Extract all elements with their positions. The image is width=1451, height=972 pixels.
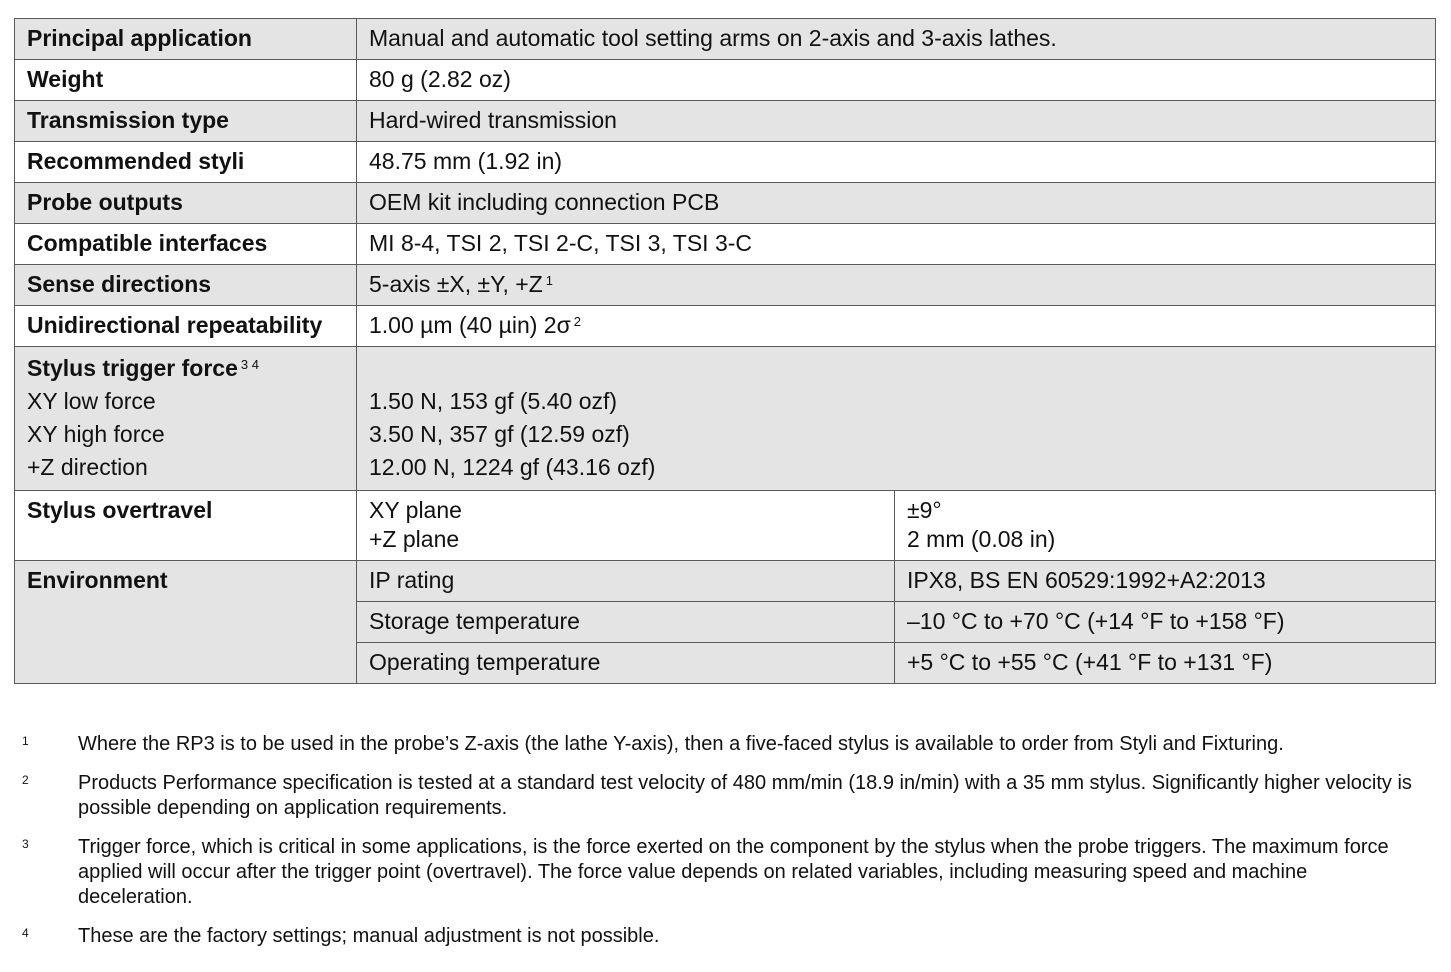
footnote-number: 1: [22, 734, 29, 748]
spec-row-sense-directions: [15, 265, 1436, 306]
footnote: [22, 771, 1422, 821]
footnotes: [22, 732, 1422, 963]
footnote: [22, 924, 1422, 949]
row-label: Environment: [15, 561, 357, 684]
force-value: 3.50 N, 357 gf (12.59 ozf): [369, 421, 630, 447]
row-value: [357, 306, 1436, 347]
force-value: 12.00 N, 1224 gf (43.16 ozf): [369, 454, 656, 480]
environment-item-name: Storage temperature: [357, 602, 895, 643]
sub-label: XY low force: [27, 388, 156, 414]
force-value: 1.50 N, 153 gf (5.40 ozf): [369, 388, 618, 414]
environment-item-name: Operating temperature: [357, 643, 895, 684]
row-label: Sense directions: [15, 265, 357, 306]
footnote-ref: 1: [545, 273, 553, 288]
row-value: 48.75 mm (1.92 in): [357, 142, 1436, 183]
overtravel-planes: [357, 491, 895, 561]
footnote-text: Where the RP3 is to be used in the probe’s Z-axis (the lathe Y-axis), then a five-faced stylus is available to order from Styli and Fixturing.: [78, 733, 1284, 755]
row-value: Hard-wired transmission: [357, 101, 1436, 142]
row-label: Principal application: [15, 19, 357, 60]
environment-item-value: IPX8, BS EN 60529:1992+A2:2013: [895, 561, 1436, 602]
footnote-number: 2: [22, 773, 29, 787]
row-label: Weight: [15, 60, 357, 101]
spec-row-recommended-styli: [15, 142, 1436, 183]
value-text: 1.00 µm (40 µin) 2σ: [369, 312, 571, 338]
footnote-ref: 2: [573, 314, 582, 329]
spec-row-compatible-interfaces: [15, 224, 1436, 265]
row-value: MI 8-4, TSI 2, TSI 2-C, TSI 3, TSI 3-C: [357, 224, 1436, 265]
overtravel-value: 2 mm (0.08 in): [907, 526, 1056, 552]
row-label: Transmission type: [15, 101, 357, 142]
specification-table: [14, 18, 1436, 684]
spec-row-stylus-overtravel: [15, 491, 1436, 561]
row-value: 80 g (2.82 oz): [357, 60, 1436, 101]
row-label: Stylus trigger force: [27, 355, 238, 381]
footnote-text: Products Performance specification is tested at a standard test velocity of 480 mm/min (18.9 in/min) with a 35 mm stylus. Significantly higher velocity is possible depending on application requirements.: [78, 772, 1412, 819]
value-text: 5-axis ±X, ±Y, +Z: [369, 271, 543, 297]
row-value: [357, 265, 1436, 306]
row-label: Unidirectional repeatability: [15, 306, 357, 347]
row-label: Recommended styli: [15, 142, 357, 183]
footnote-ref: 3 4: [240, 357, 259, 372]
sub-label: +Z direction: [27, 454, 148, 480]
spec-row-stylus-trigger-force: [15, 347, 1436, 491]
trigger-force-labels: [15, 347, 357, 491]
overtravel-values: [895, 491, 1436, 561]
overtravel-value: ±9°: [907, 497, 942, 523]
spec-row-environment-ip: [15, 561, 1436, 602]
environment-item-value: –10 °C to +70 °C (+14 °F to +158 °F): [895, 602, 1436, 643]
row-value: Manual and automatic tool setting arms on 2-axis and 3-axis lathes.: [357, 19, 1436, 60]
spec-row-transmission-type: [15, 101, 1436, 142]
spec-row-weight: [15, 60, 1436, 101]
spec-row-probe-outputs: [15, 183, 1436, 224]
plane-label: +Z plane: [369, 526, 460, 552]
footnote: [22, 732, 1422, 757]
sub-label: XY high force: [27, 421, 165, 447]
spec-row-principal-application: [15, 19, 1436, 60]
footnote-text: Trigger force, which is critical in some applications, is the force exerted on the component by the stylus when the probe triggers. The maximum force applied will occur after the trigger point (overtravel). The force value depends on related variables, including measuring speed and machine deceleration.: [78, 836, 1389, 908]
footnote-text: These are the factory settings; manual adjustment is not possible.: [78, 925, 660, 947]
footnote: [22, 835, 1422, 910]
environment-item-name: IP rating: [357, 561, 895, 602]
row-label: Probe outputs: [15, 183, 357, 224]
row-value: OEM kit including connection PCB: [357, 183, 1436, 224]
row-label: Stylus overtravel: [15, 491, 357, 561]
plane-label: XY plane: [369, 497, 462, 523]
spec-row-unidirectional-repeatability: [15, 306, 1436, 347]
row-label: Compatible interfaces: [15, 224, 357, 265]
environment-item-value: +5 °C to +55 °C (+41 °F to +131 °F): [895, 643, 1436, 684]
footnote-number: 3: [22, 837, 29, 851]
trigger-force-values: [357, 347, 1436, 491]
footnote-number: 4: [22, 926, 29, 940]
